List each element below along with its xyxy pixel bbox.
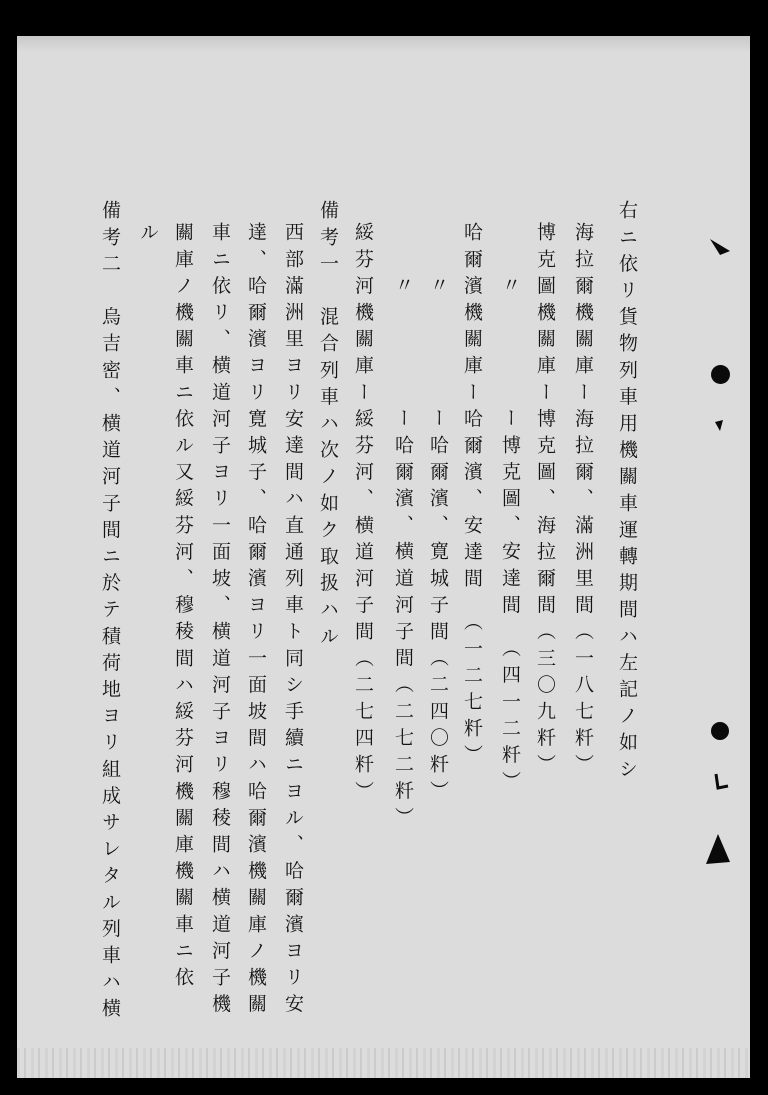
text-column-note-one-line4: 關庫ノ機關車ニ依ル又綏芬河、穆稜間ハ綏芬河機關庫機關車ニ依 [172,222,194,994]
text-column-harbin-kuanchengzi: 〃 ー哈爾濱、寛城子間（二四〇粁） [427,275,449,807]
text-column-note-two: 備考二 烏吉密、横道河子間ニ於テ積荷地ヨリ組成サレタル列車ハ横 [99,200,121,1025]
arrow-mark-icon [702,832,732,868]
text-column-harbin-depot: 哈爾濱機關庫ー哈爾濱、安達間 （一二七粁） [461,222,483,772]
arrow-mark-icon [706,237,734,265]
text-column-note-one-line3: 車ニ依リ、横道河子ヨリ一面坡、横道河子ヨリ穆稜間ハ横道河子機 [209,222,231,1020]
text-column-note-one-line1: 西部滿洲里ヨリ安達間ハ直通列車ト同シ手續ニヨル、哈爾濱ヨリ安 [282,222,304,1020]
text-column-harbin-hengdaohezi: 〃 ー哈爾濱、横道河子間（二七二粁） [392,275,414,834]
binder-hole-mark [711,365,730,384]
text-column-heading: 右ニ依リ貨物列車用機關車運轉期間ハ左記ノ如シ [616,200,638,786]
text-column-hailar-depot: 海拉爾機關庫ー海拉爾、滿洲里間（一八七粁） [572,222,594,781]
tick-mark-icon [712,418,726,434]
text-column-note-one-line5: ル [137,222,159,249]
page-edge-noise [17,36,750,52]
text-column-suifenhe-depot: 綏芬河機關庫ー綏芬河、横道河子間（二七四粁） [352,222,374,808]
text-column-note-one-line2: 達、哈爾濱ヨリ寛城子、哈爾濱ヨリ一面坡間ハ哈爾濱機關庫ノ機關 [245,222,267,1020]
text-column-bukedu-andar: 〃 ー博克圖、安達間 （四一二粁） [499,275,521,798]
binder-hole-mark [711,722,729,740]
text-column-bukedu-depot: 博克圖機關庫ー博克圖、海拉爾間（三〇九粁） [534,222,556,781]
text-column-note-one: 備考一 混合列車ハ次ノ如ク取扱ハル [317,200,339,653]
page-edge-noise [17,1048,750,1078]
tick-mark-icon [710,772,730,794]
document-page [17,36,750,1078]
